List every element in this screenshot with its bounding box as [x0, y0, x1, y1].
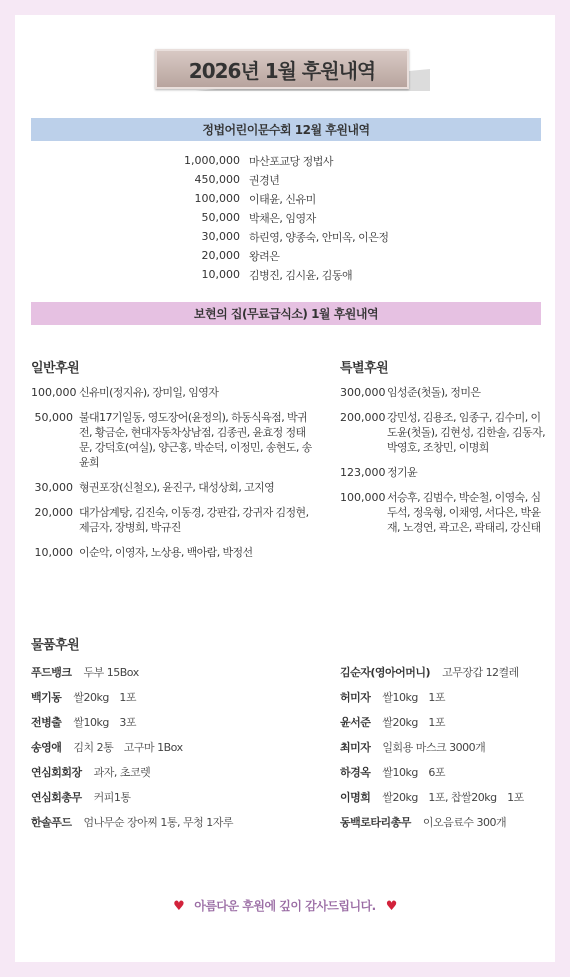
amount: 450,000	[194, 173, 240, 186]
donated-item: 일회용 마스크 3000개	[382, 740, 486, 754]
names: 임성준(첫돌), 정미은	[387, 386, 481, 399]
list-item	[31, 480, 316, 495]
list-item	[31, 410, 316, 470]
donor-name: 하경옥	[340, 765, 371, 779]
amount: 50,000	[201, 211, 240, 224]
amount: 123,000	[340, 466, 386, 479]
list-item	[340, 490, 550, 535]
amount: 30,000	[34, 481, 73, 494]
general-donation-title: 일반후원	[31, 361, 80, 376]
names: 대가삼계탕, 김진숙, 이동경, 강판갑, 강귀자 김정현, 제금자, 장병희, 박규진	[79, 506, 309, 534]
names: 마산포교당 정법사	[249, 154, 334, 168]
title-banner	[155, 49, 430, 91]
donor-name: 허미자	[340, 690, 371, 704]
donated-item: 쌀10kg 1포	[382, 690, 445, 704]
donor-name: 연심회회장	[31, 765, 82, 779]
donor-name: 동백로타리총무	[340, 815, 411, 829]
donor-name: 송영애	[31, 740, 62, 754]
list-item	[31, 659, 331, 684]
amount: 100,000	[31, 386, 77, 399]
donated-item: 과자, 초코렛	[93, 765, 151, 779]
donated-item: 커피1통	[93, 790, 131, 804]
goods-list-right	[340, 659, 550, 834]
list-item	[31, 709, 331, 734]
list-item	[175, 170, 495, 189]
donated-item: 엄나무순 장아찌 1통, 무청 1자루	[83, 815, 234, 829]
list-item	[340, 759, 550, 784]
names: 하린영, 양종숙, 안미옥, 이은정	[249, 230, 389, 244]
donated-item: 이오음료수 300개	[422, 815, 507, 829]
donated-item: 쌀20kg 1포	[73, 690, 136, 704]
names: 정기윤	[387, 466, 418, 479]
names: 불대17기일동, 영도장어(윤정의), 하동식육점, 박귀전, 황금순, 현대자동차상남점, 김종권, 윤효정 정태문, 강덕호(여실), 양근홍, 박순덕, 이정민, 송현도, 송윤희	[79, 411, 312, 469]
general-donation-list	[31, 385, 316, 570]
donor-name: 연심회총무	[31, 790, 82, 804]
amount: 200,000	[340, 411, 386, 424]
list-item	[175, 189, 495, 208]
page-title: 2026년 1월 후원내역	[155, 49, 409, 89]
amount: 300,000	[340, 386, 386, 399]
donor-name: 한솔푸드	[31, 815, 72, 829]
section1-list	[175, 151, 495, 284]
donor-name: 이명희	[340, 790, 371, 804]
names: 신유미(정지유), 장미일, 임영자	[79, 386, 219, 399]
list-item	[31, 505, 316, 535]
special-donation-title: 특별후원	[340, 361, 389, 376]
list-item	[340, 784, 550, 809]
list-item	[340, 809, 550, 834]
names: 왕려은	[249, 249, 280, 263]
list-item	[340, 410, 550, 455]
names: 권경년	[249, 173, 280, 187]
donated-item: 쌀20kg 1포, 찹쌀20kg 1포	[382, 790, 524, 804]
donor-name: 전병출	[31, 715, 62, 729]
list-item	[31, 385, 316, 400]
amount: 100,000	[194, 192, 240, 205]
amount: 1,000,000	[184, 154, 240, 167]
list-item	[340, 709, 550, 734]
amount: 10,000	[201, 268, 240, 281]
goods-list-left	[31, 659, 331, 834]
goods-donation-title: 물품후원	[31, 638, 80, 653]
section2-heading: 보현의 집(무료급식소) 1월 후원내역	[31, 302, 541, 325]
list-item	[340, 385, 550, 400]
list-item	[31, 545, 316, 560]
list-item	[31, 784, 331, 809]
list-item	[175, 246, 495, 265]
list-item	[340, 734, 550, 759]
donated-item: 쌀20kg 1포	[382, 715, 445, 729]
heart-icon: ♥	[385, 899, 397, 914]
list-item	[31, 684, 331, 709]
amount: 50,000	[34, 411, 73, 424]
donor-name: 윤서준	[340, 715, 371, 729]
list-item	[31, 809, 331, 834]
list-item	[175, 265, 495, 284]
names: 이태윤, 신유미	[249, 192, 316, 206]
donated-item: 쌀10kg 3포	[73, 715, 136, 729]
list-item	[31, 734, 331, 759]
amount: 20,000	[201, 249, 240, 262]
list-item	[175, 151, 495, 170]
list-item	[340, 684, 550, 709]
names: 김병진, 김시윤, 김동애	[249, 268, 353, 282]
donated-item: 쌀10kg 6포	[382, 765, 445, 779]
names: 박채은, 임영자	[249, 211, 316, 225]
amount: 10,000	[34, 546, 73, 559]
names: 이순악, 이영자, 노상용, 백아람, 박정선	[79, 546, 253, 559]
thanks-message	[15, 897, 555, 914]
list-item	[340, 659, 550, 684]
list-item	[175, 208, 495, 227]
donor-name: 백기동	[31, 690, 62, 704]
donated-item: 김치 2통 고구마 1Box	[73, 740, 183, 754]
donated-item: 두부 15Box	[83, 665, 139, 679]
special-donation-list	[340, 385, 550, 545]
names: 형권포장(신철오), 윤진구, 대성상회, 고지영	[79, 481, 275, 494]
thanks-text: 아름다운 후원에 깊이 감사드립니다.	[194, 899, 376, 913]
donor-name: 푸드뱅크	[31, 665, 72, 679]
content-card	[15, 15, 555, 962]
names: 강민성, 김용조, 임종구, 김수미, 이도윤(첫돌), 김현성, 김한솔, 김동자, 박영호, 조창민, 이명희	[387, 411, 545, 454]
heart-icon: ♥	[173, 899, 185, 914]
list-item	[175, 227, 495, 246]
list-item	[340, 465, 550, 480]
list-item	[31, 759, 331, 784]
donor-name: 최미자	[340, 740, 371, 754]
amount: 20,000	[34, 506, 73, 519]
names: 서승후, 김범수, 박순철, 이영숙, 심두석, 정욱형, 이채영, 서다은, 박윤재, 노경연, 곽고은, 곽태리, 강신태	[387, 491, 541, 534]
amount: 30,000	[201, 230, 240, 243]
section1-heading: 정법어린이문수회 12월 후원내역	[31, 118, 541, 141]
amount: 100,000	[340, 491, 386, 504]
donated-item: 고무장갑 12켤레	[442, 665, 519, 679]
donor-name: 김순자(영아어머니)	[340, 665, 431, 679]
